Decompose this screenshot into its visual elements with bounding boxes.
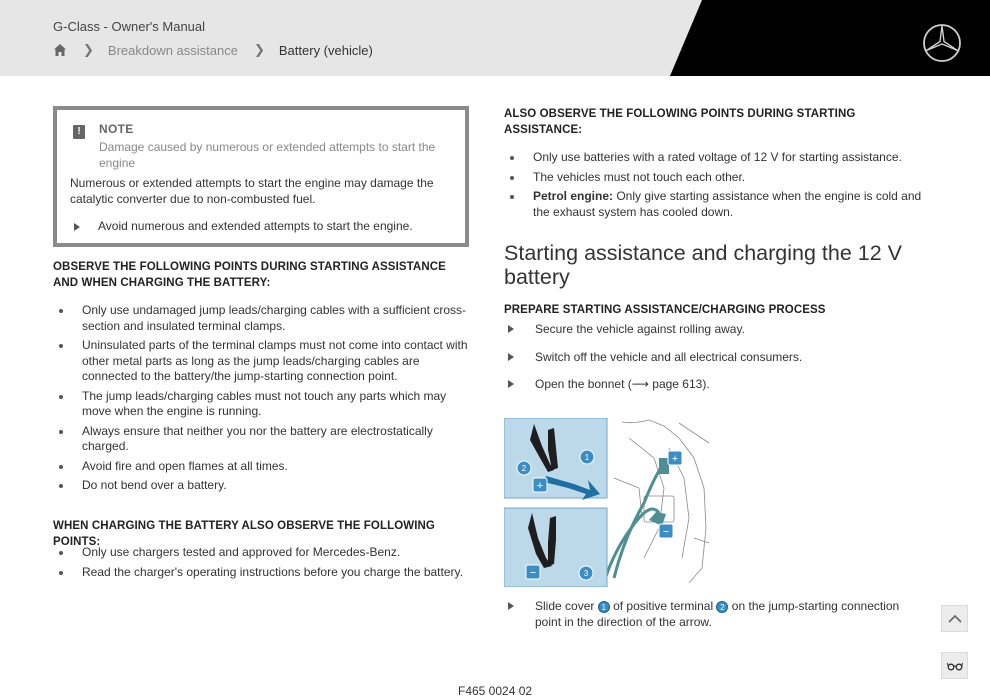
section-title-charging: WHEN CHARGING THE BATTERY ALSO OBSERVE THE FOLLOWING POINTS: <box>53 520 435 548</box>
step-item: Switch off the vehicle and all electrical consumers. <box>504 349 924 377</box>
triangle-bullet-icon <box>508 325 514 333</box>
triangle-bullet-icon <box>508 353 514 361</box>
list-item: Only use batteries with a rated voltage of 12 V for starting assistance. <box>504 150 924 166</box>
section-title-observe: OBSERVE THE FOLLOWING POINTS DURING STARTING ASSISTANCE AND WHEN CHARGING THE BATTERY: <box>53 261 446 289</box>
charging-list <box>53 545 473 584</box>
note-title: NOTE <box>99 122 134 136</box>
page-title: Starting assistance and charging the 12 V battery <box>504 241 903 289</box>
list-item: The jump leads/charging cables must not touch any parts which may move when the engine is running. <box>53 389 468 420</box>
triangle-bullet-icon <box>74 223 80 231</box>
observe-list <box>53 303 468 498</box>
list-item: Read the charger's operating instructions before you charge the battery. <box>53 565 473 581</box>
svg-text:1: 1 <box>584 453 590 462</box>
note-step-text: Avoid numerous and extended attempts to start the engine. <box>98 219 413 233</box>
mercedes-star-logo[interactable] <box>922 23 962 63</box>
label-1-badge: 1 <box>598 601 610 613</box>
page-613-link[interactable]: Open the bonnet (⟶ page 613). <box>535 377 710 391</box>
reading-glasses-icon <box>947 661 963 671</box>
app-title: G-Class - Owner's Manual <box>53 19 206 34</box>
prepare-steps <box>504 321 924 404</box>
home-icon[interactable] <box>53 43 67 57</box>
list-item: The vehicles must not touch each other. <box>504 170 924 186</box>
note-body: Numerous or extended attempts to start the engine may damage the catalytic converter due to non-combusted fuel. <box>70 176 434 206</box>
list-item: Avoid fire and open flames at all times. <box>53 459 468 475</box>
svg-text:+: + <box>536 480 544 492</box>
list-item: Do not bend over a battery. <box>53 478 468 494</box>
chevron-right-icon: ❯ <box>253 42 265 57</box>
also-observe-list <box>504 150 924 224</box>
svg-text:−: − <box>529 567 537 579</box>
breadcrumb <box>53 41 373 59</box>
figure-caption: F465 0024 02 <box>458 684 533 698</box>
triangle-bullet-icon <box>508 602 514 610</box>
scroll-to-top-button[interactable] <box>941 605 968 632</box>
slide-cover-text: Slide cover 1 of positive terminal 2 on the jump-starting connection point in the direction of the arrow. <box>535 599 900 629</box>
breadcrumb-current: Battery (vehicle) <box>278 42 373 58</box>
section-title-prepare: PREPARE STARTING ASSISTANCE/CHARGING PROCESS <box>504 304 826 316</box>
list-item: Only use chargers tested and approved for Mercedes-Benz. <box>53 545 473 561</box>
svg-text:+: + <box>671 453 679 465</box>
slide-cover-step <box>504 598 914 630</box>
list-item: Always ensure that neither you nor the battery are electrostatically charged. <box>53 424 468 455</box>
chevron-right-icon: ❯ <box>83 42 94 57</box>
petrol-engine-label: Petrol engine: <box>533 189 614 203</box>
list-item: Uninsulated parts of the terminal clamps must not come into contact with other metal parts as long as the jump leads/charging cables are connected to the battery/the jump-starting connection point. <box>53 338 468 385</box>
step-item: Secure the vehicle against rolling away. <box>504 321 924 349</box>
breadcrumb-link-breakdown[interactable]: Breakdown assistance <box>107 42 238 58</box>
svg-text:−: − <box>662 526 670 538</box>
section-title-also-observe: ALSO OBSERVE THE FOLLOWING POINTS DURING STARTING ASSISTANCE: <box>504 108 856 136</box>
step-item <box>504 376 924 404</box>
svg-text:2: 2 <box>521 464 527 473</box>
label-2-badge: 2 <box>716 601 728 613</box>
note-subtitle: Damage caused by numerous or extended attempts to start the engine <box>99 140 436 170</box>
warning-exclamation-icon: ! <box>73 125 85 139</box>
jump-start-illustration <box>504 418 711 587</box>
note-step <box>70 219 413 233</box>
svg-text:3: 3 <box>583 569 589 578</box>
reading-glasses-button[interactable] <box>941 652 968 679</box>
note-box <box>53 106 469 247</box>
list-item: Only use undamaged jump leads/charging cables with a sufficient cross-section and insulated terminal clamps. <box>53 303 468 334</box>
list-item: Petrol engine: Only give starting assistance when the engine is cold and the exhaust system has cooled down. <box>504 189 924 220</box>
triangle-bullet-icon <box>508 380 514 388</box>
chevron-up-icon <box>948 614 962 624</box>
